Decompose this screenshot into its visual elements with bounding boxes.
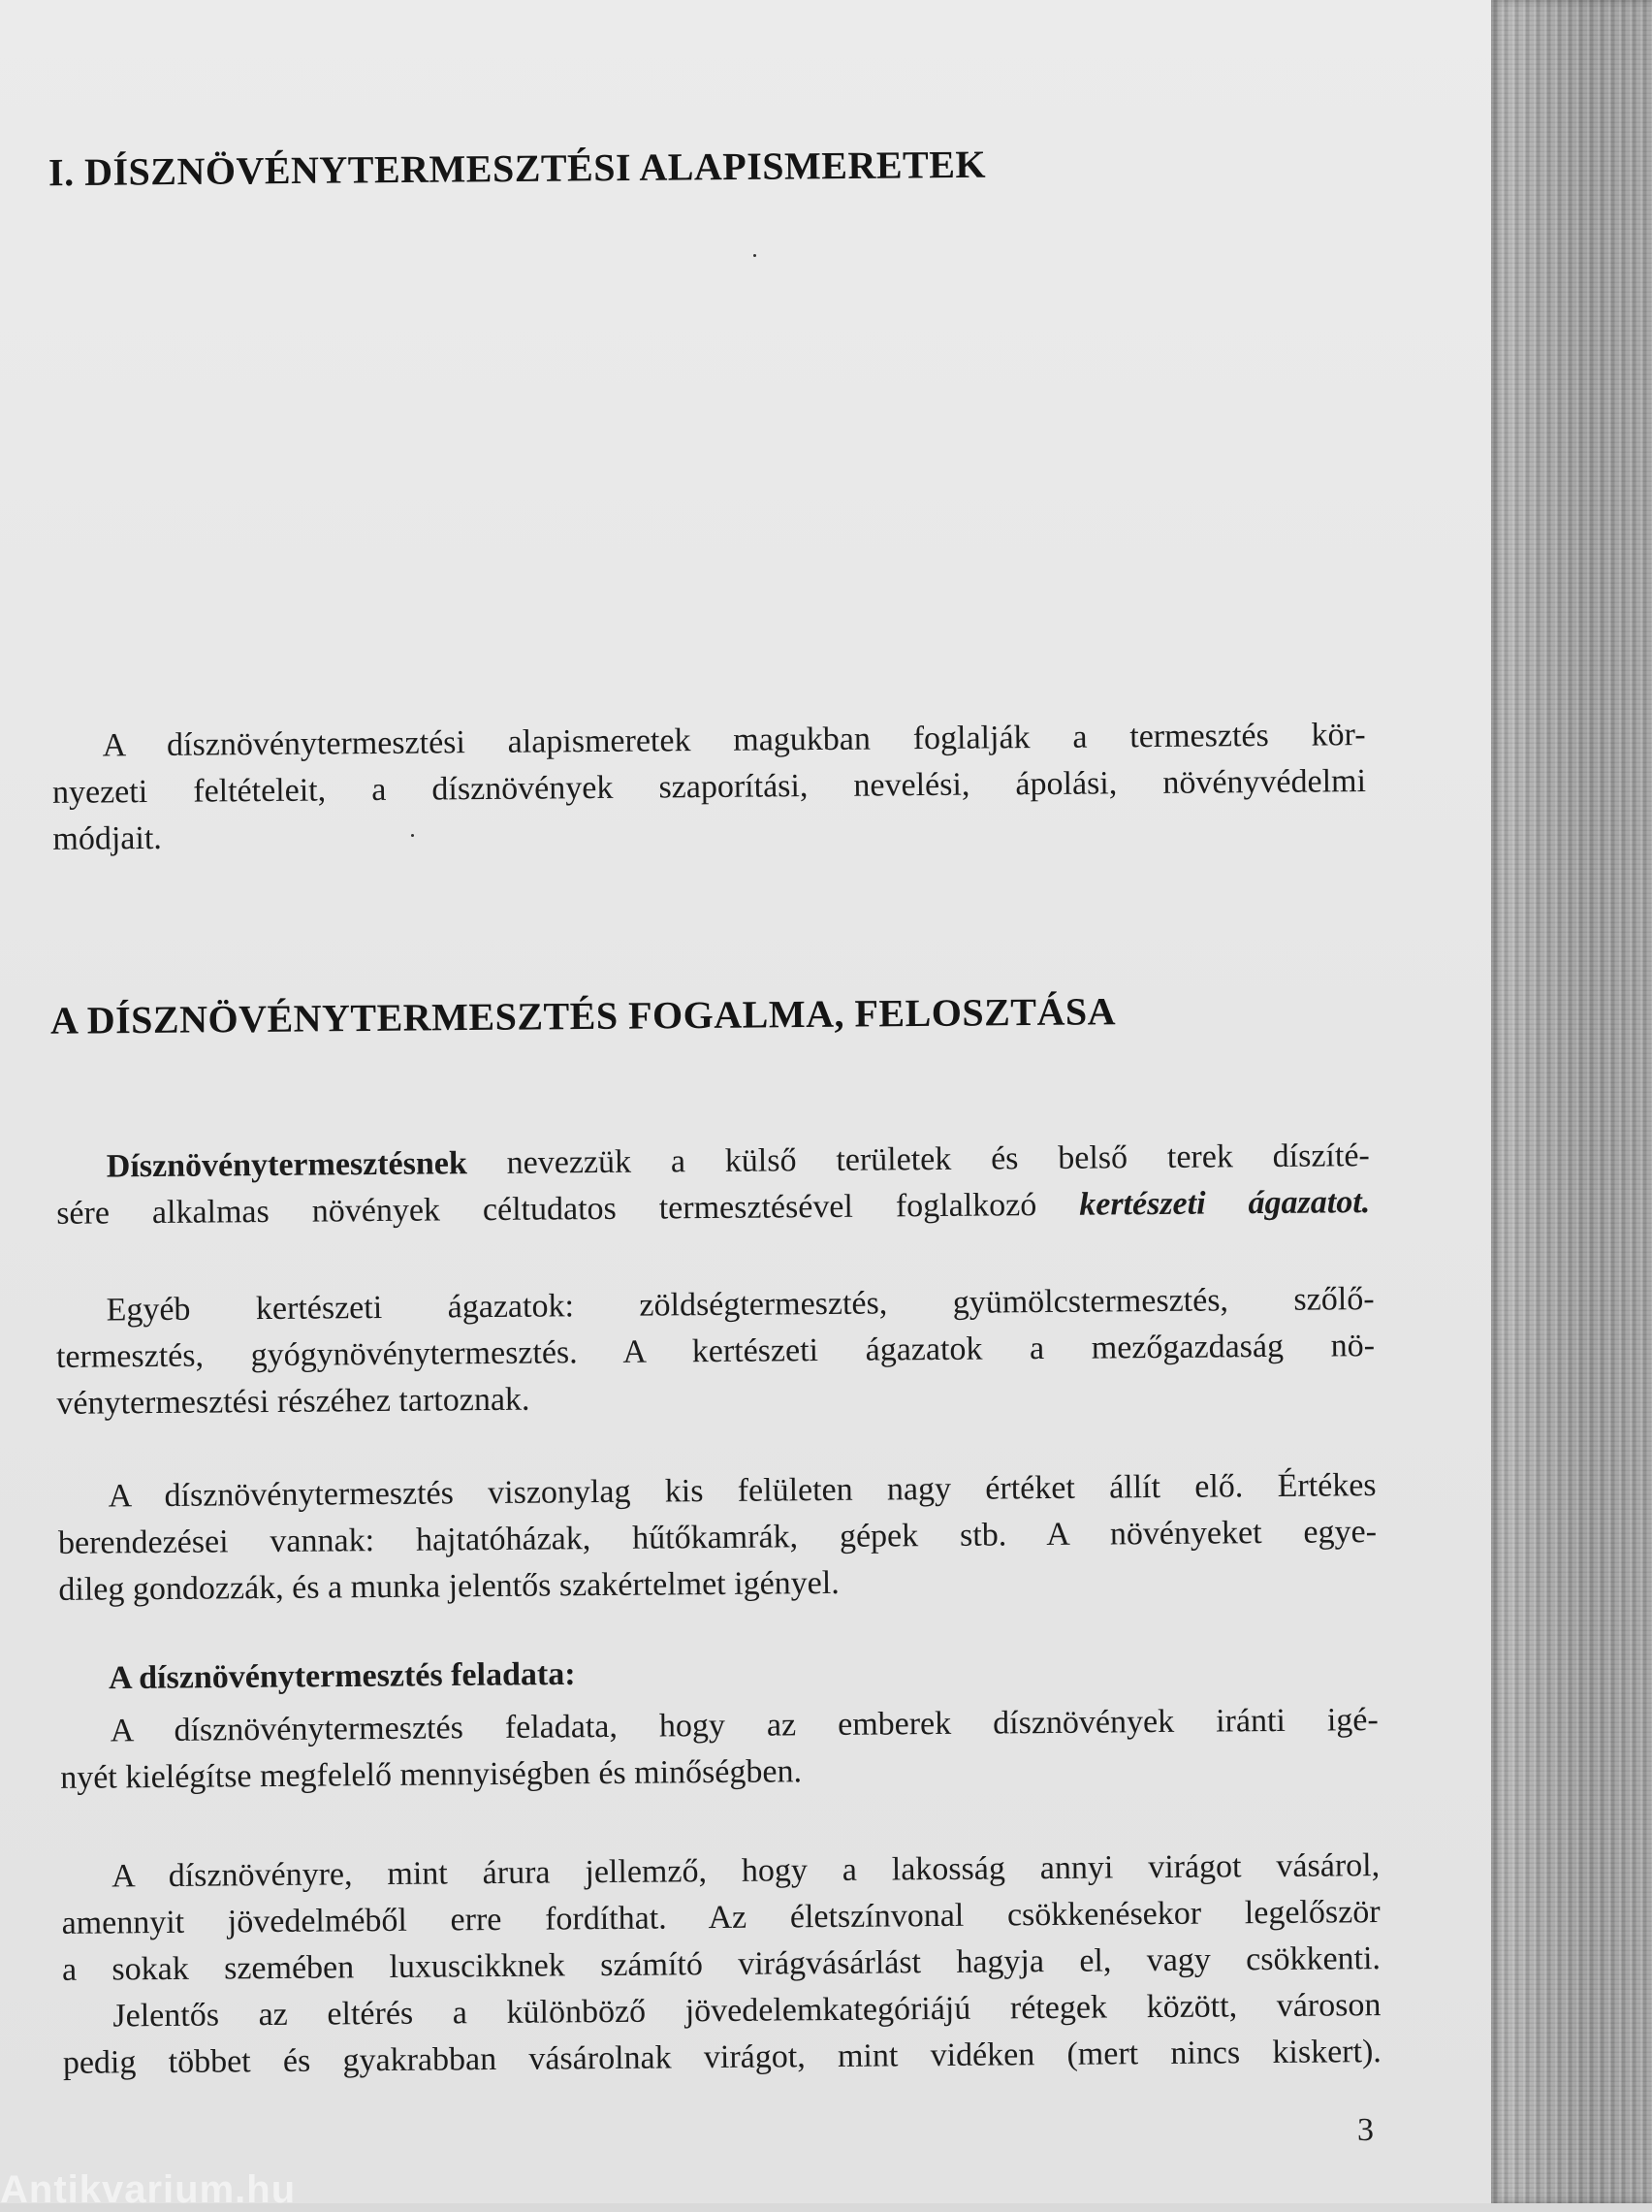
task-paragraph bbox=[60, 1697, 1380, 1802]
definition-text: sére alkalmas növények céltudatos termesztésével foglalkozó bbox=[56, 1187, 1037, 1232]
defined-term: Dísznövénytermesztésnek bbox=[106, 1145, 467, 1185]
market-paragraph bbox=[61, 1843, 1382, 2087]
bleed-through-texture bbox=[58, 155, 1357, 562]
print-speck bbox=[753, 254, 756, 257]
intro-line: nyezeti feltételeit, a dísznövények szaporítási, nevelési, ápolási, növényvédelmi bbox=[51, 763, 1367, 811]
task-line: A dísznövénytermesztés feladata, hogy az emberek dísznövények iránti igé- bbox=[110, 1702, 1379, 1749]
definition-text: nevezzük a külső területek és belső terek díszíté- bbox=[506, 1138, 1370, 1181]
market-line: amennyit jövedelméből erre fordíthat. Az életszínvonal csökkenésekor legelőször bbox=[61, 1894, 1381, 1941]
definition-paragraph bbox=[56, 1133, 1371, 1237]
chapter-heading: I. DÍSZNÖVÉNYTERMESZTÉSI ALAPISMERETEK bbox=[48, 142, 987, 195]
values-paragraph bbox=[57, 1462, 1377, 1614]
values-line: dileg gondozzák, és a munka jelentős szakértelmet igényel. bbox=[58, 1564, 840, 1608]
market-line: pedig többet és gyakrabban vásárolnak virágot, mint vidéken (mert nincs kiskert). bbox=[62, 2034, 1382, 2081]
intro-line: módjait. bbox=[52, 819, 162, 857]
values-line: berendezései vannak: hajtatóházak, hűtőkamrák, gépek stb. A növényeket egye- bbox=[57, 1514, 1378, 1561]
other-sectors-line: termesztés, gyógynövénytermesztés. A kertészeti ágazatok a mezőgazdaság nö- bbox=[55, 1328, 1376, 1375]
other-sectors-paragraph bbox=[55, 1276, 1375, 1427]
page-edge-stack bbox=[1491, 0, 1652, 2203]
watermark: Antikvarium.hu bbox=[0, 2168, 297, 2211]
intro-line: A dísznövénytermesztési alapismeretek magukban foglalják a termesztés kör- bbox=[102, 717, 1366, 764]
task-line: nyét kielégítse megfelelő mennyiségben és minőségben. bbox=[60, 1753, 803, 1796]
values-line: A dísznövénytermesztés viszonylag kis felületen nagy értéket állít elő. Értékes bbox=[108, 1467, 1377, 1515]
market-line: a sokak szemében luxuscikknek számító virágvásárlást hagyja el, vagy csökkenti. bbox=[61, 1940, 1382, 1988]
other-sectors-line: Egyéb kertészeti ágazatok: zöldségtermesztés, gyümölcstermesztés, szőlő- bbox=[106, 1281, 1375, 1329]
section-heading: A DÍSZNÖVÉNYTERMESZTÉS FOGALMA, FELOSZTÁSA bbox=[49, 989, 1117, 1042]
task-subheading: A dísznövénytermesztés feladata: bbox=[108, 1655, 576, 1697]
other-sectors-line: vénytermesztési részéhez tartoznak. bbox=[56, 1381, 530, 1422]
market-line: A dísznövényre, mint árura jellemző, hogy a lakosság annyi virágot vásárol, bbox=[111, 1847, 1381, 1895]
intro-paragraph bbox=[51, 712, 1366, 863]
market-line: Jelentős az eltérés a különböző jövedelemkategóriájú rétegek között, városon bbox=[112, 1987, 1382, 2035]
emphasized-term: kertészeti ágazatot. bbox=[1079, 1184, 1371, 1223]
page-number: 3 bbox=[1357, 2112, 1374, 2148]
